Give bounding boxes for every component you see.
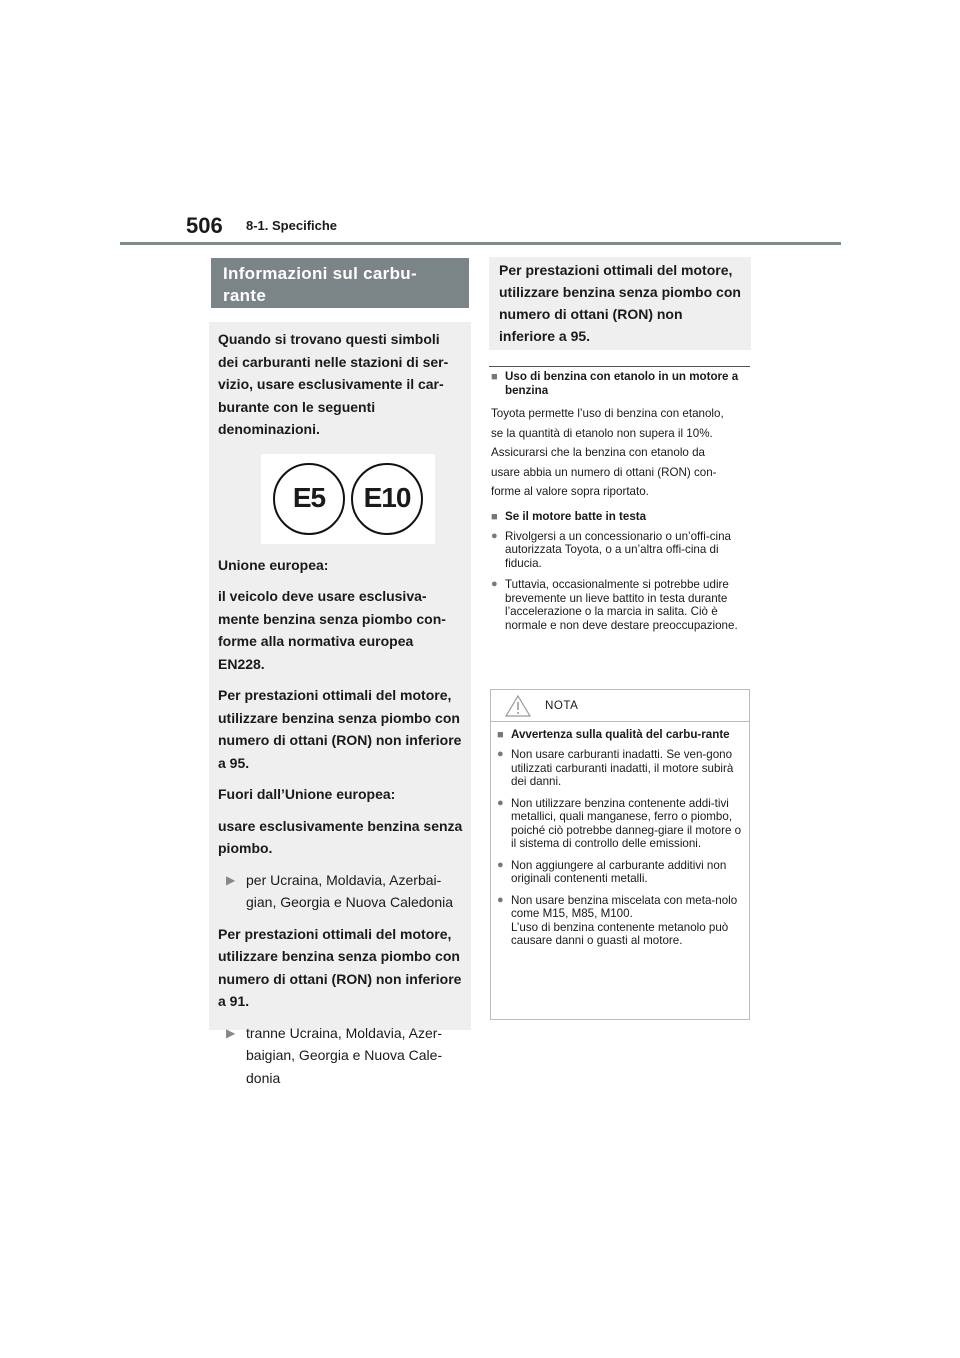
right-column (491, 370, 753, 640)
intro-text: Quando si trovano questi simboli dei carburanti nelle stazioni di ser-vizio, usare esclusivamente il car-burante con le seguenti denominazioni. (218, 331, 449, 437)
ethanol-line: usare abbia un numero di ottani (RON) con- (491, 465, 717, 479)
warning-triangle-icon (505, 695, 531, 717)
nota-header (491, 690, 749, 722)
ethanol-body (491, 404, 753, 502)
bullet-item (491, 578, 753, 632)
bullet-item (491, 530, 753, 571)
fuel-info-panel (209, 322, 471, 1086)
arrow-item-text: per Ucraina, Moldavia, Azerbai-gian, Georgia e Nuova Caledonia (246, 871, 454, 910)
info-title-box: Informazioni sul carbu-rante (211, 258, 469, 308)
knock-heading-text: Se il motore batte in testa (505, 509, 647, 523)
ethanol-heading-text: Uso di benzina con etanolo in un motore a benzina (505, 370, 739, 397)
square-bullet-icon: ■ (497, 729, 504, 741)
ethanol-line: Toyota permette l’uso di benzina con etanolo, (491, 407, 724, 420)
arrow-list-item (218, 1022, 463, 1090)
bullet-text: Non utilizzare benzina contenente addi-tivi metallici, quali manganese, ferro o piombo, poiché ciò potrebbe danneg-giare il motore o il sistema di controllo delle emissioni. (511, 796, 742, 850)
ethanol-line: Assicurarsi che la benzina con etanolo da (491, 446, 705, 459)
circle-bullet-icon: ● (497, 893, 504, 906)
bullet-text: Tuttavia, occasionalmente si potrebbe udire brevemente un lieve battito in testa durante l’accelerazione o la marcia in salita. Ciò è normale e non deve destare preoccupazione. (505, 578, 738, 632)
arrow-list-item (218, 869, 463, 914)
non-eu-performance-text: Per prestazioni ottimali del motore, utilizzare benzina senza piombo con numero di ottani (RON) non inferiore a 91. (218, 925, 462, 1009)
right-info-panel: Per prestazioni ottimali del motore, utilizzare benzina senza piombo con numero di ottani (RON) non inferiore a 95. (489, 257, 751, 350)
page-number: 506 (186, 213, 223, 238)
bullet-text: Non usare benzina miscelata con meta-nolo come M15, M85, M100. L’uso di benzina contenente metanolo può causare danni o guasti al motore. (511, 893, 738, 947)
bullet-text: Non aggiungere al carburante additivi non originali contenenti metalli. (511, 858, 727, 885)
right-rule (489, 366, 750, 367)
nota-box (490, 689, 750, 1020)
bullet-text: Non usare carburanti inadatti. Se ven-gono utilizzati carburanti inadatti, il motore subirà dei danni. (511, 748, 734, 788)
nota-body (491, 722, 749, 948)
non-eu-heading: Fuori dall’Unione europea: (218, 786, 396, 802)
bullet-item (497, 797, 743, 851)
square-bullet-icon: ■ (491, 371, 498, 383)
bullet-item (497, 894, 743, 948)
knock-heading (491, 510, 753, 524)
bullet-item (497, 859, 743, 886)
square-bullet-icon: ■ (491, 510, 498, 523)
circle-bullet-icon: ● (497, 858, 504, 871)
circle-bullet-icon: ● (491, 529, 498, 542)
arrow-right-icon: ▶ (226, 1025, 236, 1040)
ethanol-line: se la quantità di etanolo non supera il 10%. (491, 426, 713, 440)
circle-bullet-icon: ● (497, 796, 504, 809)
circle-bullet-icon: ● (497, 748, 504, 760)
ethanol-heading (491, 370, 753, 398)
eu-performance-text: Per prestazioni ottimali del motore, utilizzare benzina senza piombo con numero di ottani (RON) non inferiore a 95. (218, 687, 462, 771)
fuel-symbol-e5: E5 (273, 463, 345, 535)
nota-heading (497, 728, 743, 742)
fuel-symbols (261, 454, 435, 544)
non-eu-text: usare esclusivamente benzina senza piombo. (218, 817, 463, 856)
header-rule (120, 242, 841, 245)
arrow-right-icon: ▶ (226, 872, 236, 887)
nota-heading-text: Avvertenza sulla qualità del carbu-rante (511, 728, 730, 741)
nota-label: NOTA (545, 699, 579, 712)
section-title: 8-1. Specifiche (246, 218, 338, 233)
eu-text: il veicolo deve usare esclusiva-mente benzina senza piombo con-forme alla normativa europea EN228. (218, 588, 446, 672)
ethanol-line: forme al valore sopra riportato. (491, 485, 649, 498)
eu-heading: Unione europea: (218, 556, 329, 573)
fuel-symbol-e10: E10 (351, 463, 423, 535)
circle-bullet-icon: ● (491, 578, 498, 590)
arrow-item-text: tranne Ucraina, Moldavia, Azer-baigian, Georgia e Nuova Cale-donia (246, 1024, 443, 1086)
bullet-text: Rivolgersi a un concessionario o un’offi-cina autorizzata Toyota, o a un’altra offi-cina di fiducia. (505, 529, 731, 570)
bullet-item (497, 748, 743, 789)
